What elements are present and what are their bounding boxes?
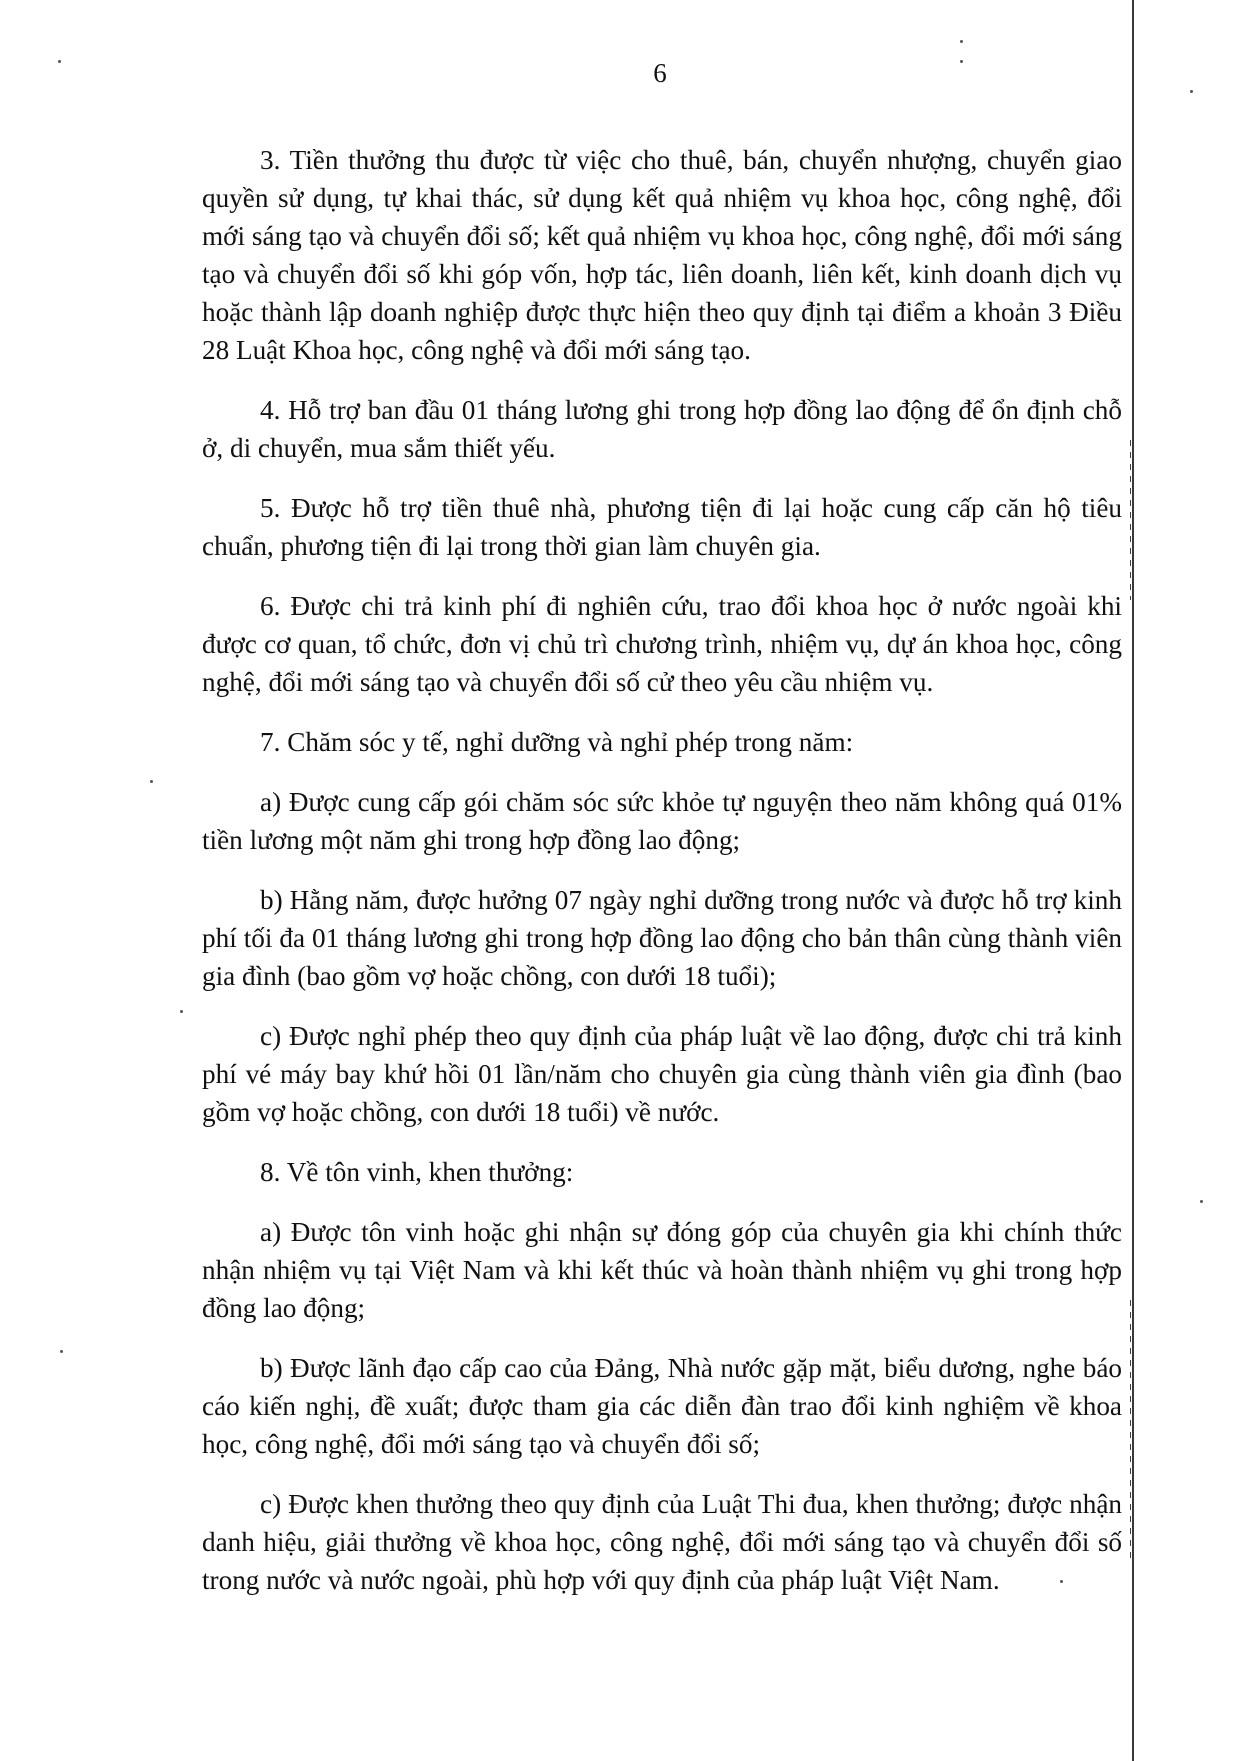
- page-number: 6: [653, 58, 667, 88]
- paragraph-item-8b: b) Được lãnh đạo cấp cao của Đảng, Nhà nước gặp mặt, biểu dương, nghe báo cáo kiến nghị, đề xuất; được tham gia các diễn đàn trao đổi kinh nghiệm về khoa học, công nghệ, đổi mới sáng tạo và chuyển đổi số;: [202, 1353, 1122, 1459]
- paragraph-item-7b: b) Hằng năm, được hưởng 07 ngày nghỉ dưỡng trong nước và được hỗ trợ kinh phí tối đa 01 tháng lương ghi trong hợp đồng lao động cho bản thân cùng thành viên gia đình (bao gồm vợ hoặc chồng, con dưới 18 tuổi);: [202, 885, 1122, 991]
- document-body: [202, 141, 1122, 1621]
- scan-speck: [1200, 1200, 1203, 1203]
- scan-margin-dash: [1130, 440, 1131, 600]
- paragraph-item-4: 4. Hỗ trợ ban đầu 01 tháng lương ghi trong hợp đồng lao động để ổn định chỗ ở, di chuyển, mua sắm thiết yếu.: [202, 395, 1122, 463]
- scan-margin-line: [1132, 0, 1134, 1761]
- scan-speck: [960, 40, 963, 43]
- paragraph-item-6: 6. Được chi trả kinh phí đi nghiên cứu, trao đổi khoa học ở nước ngoài khi được cơ quan, tổ chức, đơn vị chủ trì chương trình, nhiệm vụ, dự án khoa học, công nghệ, đổi mới sáng tạo và chuyển đổi số cử theo yêu cầu nhiệm vụ.: [202, 591, 1122, 697]
- scan-margin-dash: [1130, 1300, 1131, 1560]
- scan-speck: [58, 60, 61, 63]
- scan-speck: [150, 780, 153, 783]
- scan-speck: [960, 60, 963, 63]
- paragraph-item-8: 8. Về tôn vinh, khen thưởng:: [260, 1157, 574, 1187]
- paragraph-item-7: 7. Chăm sóc y tế, nghỉ dưỡng và nghỉ phép trong năm:: [260, 727, 854, 757]
- paragraph-item-3: 3. Tiền thưởng thu được từ việc cho thuê, bán, chuyển nhượng, chuyển giao quyền sử dụng, tự khai thác, sử dụng kết quả nhiệm vụ khoa học, công nghệ, đổi mới sáng tạo và chuyển đổi số; kết quả nhiệm vụ khoa học, công nghệ, đổi mới sáng tạo và chuyển đổi số khi góp vốn, hợp tác, liên doanh, liên kết, kinh doanh dịch vụ hoặc thành lập doanh nghiệp được thực hiện theo quy định tại điểm a khoản 3 Điều 28 Luật Khoa học, công nghệ và đổi mới sáng tạo.: [202, 145, 1122, 365]
- paragraph-item-8c: c) Được khen thưởng theo quy định của Luật Thi đua, khen thưởng; được nhận danh hiệu, giải thưởng về khoa học, công nghệ, đổi mới sáng tạo và chuyển đổi số trong nước và nước ngoài, phù hợp với quy định của pháp luật Việt Nam.: [202, 1489, 1122, 1595]
- paragraph-item-7c: c) Được nghỉ phép theo quy định của pháp luật về lao động, được chi trả kinh phí vé máy bay khứ hồi 01 lần/năm cho chuyên gia cùng thành viên gia đình (bao gồm vợ hoặc chồng, con dưới 18 tuổi) về nước.: [202, 1021, 1122, 1127]
- paragraph-item-5: 5. Được hỗ trợ tiền thuê nhà, phương tiện đi lại hoặc cung cấp căn hộ tiêu chuẩn, phương tiện đi lại trong thời gian làm chuyên gia.: [202, 493, 1122, 561]
- paragraph-item-8a: a) Được tôn vinh hoặc ghi nhận sự đóng góp của chuyên gia khi chính thức nhận nhiệm vụ tại Việt Nam và khi kết thúc và hoàn thành nhiệm vụ ghi trong hợp đồng lao động;: [202, 1217, 1122, 1323]
- scan-speck: [180, 1010, 183, 1013]
- scan-speck: [1190, 90, 1193, 93]
- scan-speck: [1060, 1580, 1063, 1583]
- scan-speck: [60, 1350, 63, 1353]
- paragraph-item-7a: a) Được cung cấp gói chăm sóc sức khỏe tự nguyện theo năm không quá 01% tiền lương một năm ghi trong hợp đồng lao động;: [202, 787, 1122, 855]
